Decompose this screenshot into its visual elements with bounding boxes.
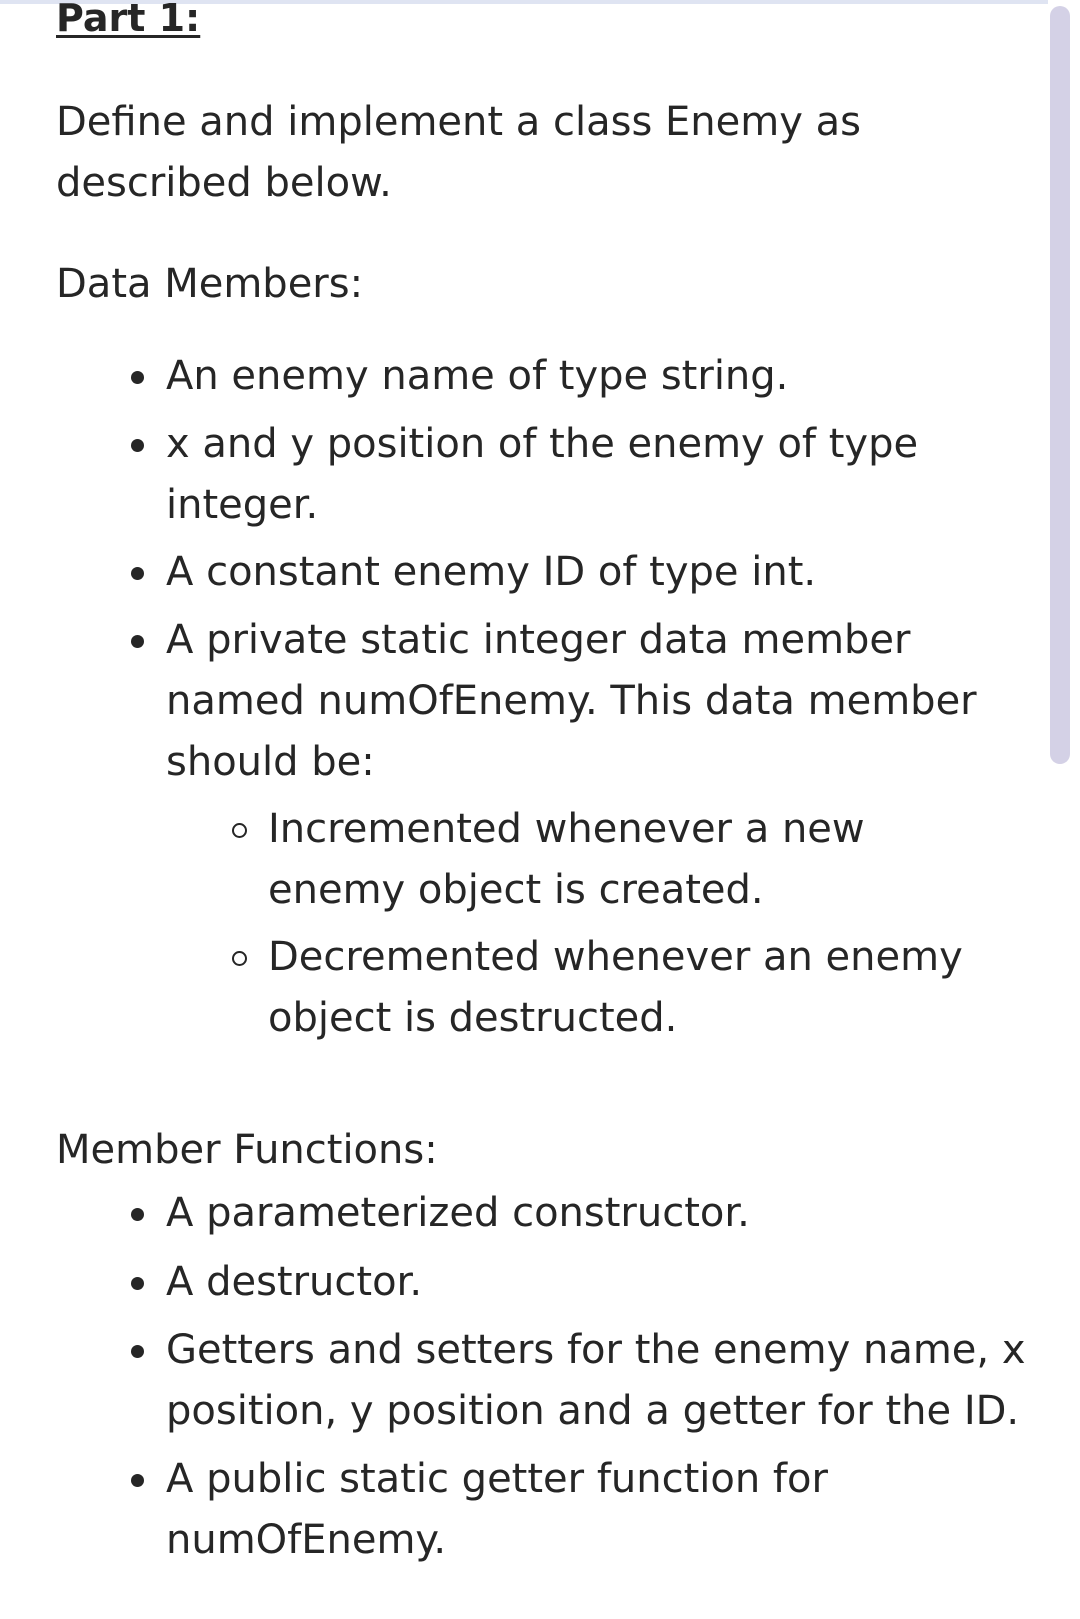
list-item: x and y position of the enemy of type integer. — [166, 414, 926, 536]
circle-bullet-icon — [232, 823, 247, 838]
sub-list-item: Incremented whenever a new enemy object is created. — [268, 799, 908, 921]
list-item: A private static integer data member named numOfEnemy. This data member should be: — [166, 610, 986, 793]
list-item: An enemy name of type string. — [166, 346, 986, 407]
sub-list-item: Decremented whenever an enemy object is destructed. — [268, 927, 988, 1049]
bullet-icon — [131, 1208, 144, 1221]
list-item: A constant enemy ID of type int. — [166, 542, 986, 603]
scrollbar[interactable] — [1048, 0, 1080, 1619]
list-item: Getters and setters for the enemy name, x position, y position and a getter for the ID. — [166, 1320, 1026, 1442]
bullet-icon — [131, 1277, 144, 1290]
list-item: A parameterized constructor. — [166, 1183, 986, 1244]
data-members-label: Data Members: — [56, 261, 364, 307]
bullet-icon — [131, 1474, 144, 1487]
circle-bullet-icon — [232, 951, 247, 966]
bullet-icon — [131, 1345, 144, 1358]
bullet-icon — [131, 567, 144, 580]
scrollbar-thumb[interactable] — [1050, 6, 1070, 764]
intro-paragraph: Define and implement a class Enemy as described below. — [56, 99, 861, 206]
list-item: A public static getter function for numOfEnemy. — [166, 1449, 866, 1571]
list-item: A destructor. — [166, 1252, 986, 1313]
section-heading: Part 1: — [56, 0, 201, 40]
bullet-icon — [131, 635, 144, 648]
bullet-icon — [131, 371, 144, 384]
member-functions-label: Member Functions: — [56, 1127, 438, 1173]
bullet-icon — [131, 439, 144, 452]
